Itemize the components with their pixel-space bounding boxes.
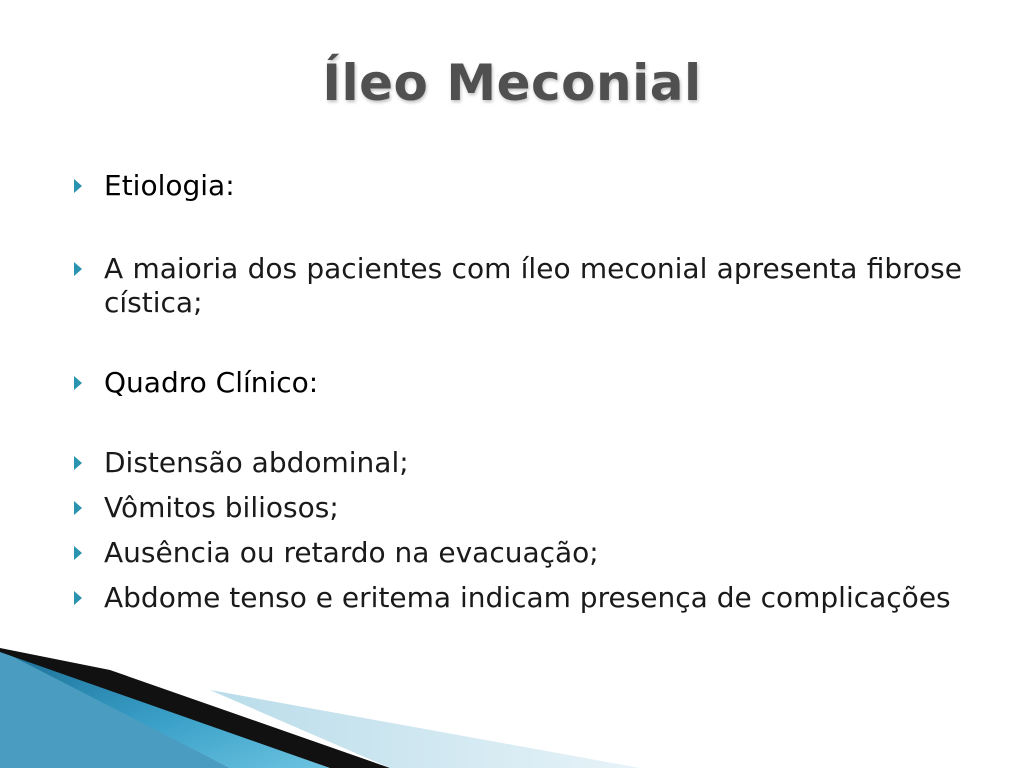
triangle-right-icon [74, 179, 82, 193]
bullet-item-etiologia [74, 166, 962, 206]
bullet-item-ausencia [74, 536, 962, 570]
triangle-right-icon [74, 546, 82, 560]
bullet-text: A maioria dos pacientes com íleo meconial apresenta fibrose cística; [104, 252, 962, 319]
triangle-right-icon [74, 376, 82, 390]
bullet-text: Etiologia: [104, 169, 235, 202]
bullet-item-distensao [74, 446, 962, 480]
bullet-item-abdome [74, 581, 962, 615]
bullet-item-vomitos [74, 491, 962, 525]
bullet-text: Ausência ou retardo na evacuação; [104, 536, 599, 569]
triangle-right-icon [74, 262, 82, 276]
slide-title: Íleo Meconial [322, 54, 702, 112]
bullet-list [74, 166, 962, 615]
bullet-text: Distensão abdominal; [104, 446, 409, 479]
triangle-right-icon [74, 501, 82, 515]
bullet-text: Quadro Clínico: [104, 366, 319, 399]
bullet-text: Abdome tenso e eritema indicam presença de complicações [104, 581, 951, 614]
triangle-right-icon [74, 456, 82, 470]
triangle-right-icon [74, 591, 82, 605]
bullet-item-maioria [74, 252, 962, 320]
corner-decoration [0, 638, 1024, 768]
bullet-item-quadro-clinico [74, 363, 962, 403]
bullet-text: Vômitos biliosos; [104, 491, 339, 524]
